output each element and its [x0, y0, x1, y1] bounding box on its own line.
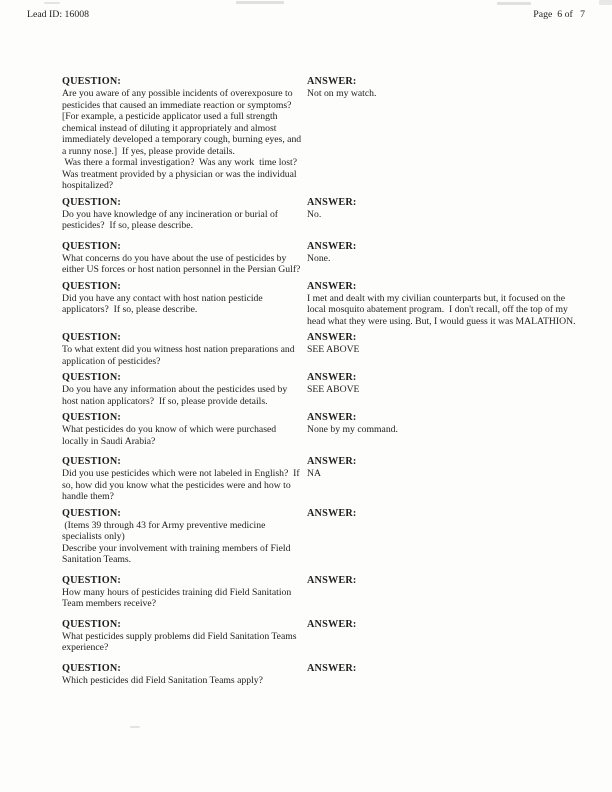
- question-column: [62, 241, 307, 276]
- qa-block-12: [62, 663, 583, 687]
- question-label: QUESTION:: [62, 412, 121, 423]
- answer-column: [307, 281, 583, 328]
- qa-block-6: [62, 372, 583, 407]
- scan-artifact: [236, 1, 284, 4]
- answer-column: [307, 332, 583, 367]
- question-text: What concerns do you have about the use of pesticides by either US forces or host nation personnel in the Persian Gulf?: [62, 252, 301, 275]
- scan-artifact: [130, 726, 140, 728]
- answer-label: ANSWER:: [307, 332, 357, 343]
- question-label: QUESTION:: [62, 574, 121, 586]
- answer-column: [307, 508, 583, 566]
- lead-id-label: Lead ID: 16008: [27, 9, 90, 20]
- answer-column: [307, 76, 583, 192]
- answer-column: [307, 372, 583, 407]
- answer-text: None by my command.: [307, 424, 398, 435]
- question-label: QUESTION:: [62, 240, 121, 252]
- answer-text: SEE ABOVE: [307, 344, 360, 355]
- question-column: [62, 663, 307, 687]
- answer-label: ANSWER:: [307, 456, 357, 467]
- answer-text: I met and dealt with my civilian counterparts but, it focused on the local mosquito abatement program. I don't recall, off the top of my head what they were using. But, I would guess it was MALATHION.: [307, 292, 576, 327]
- answer-column: [307, 663, 583, 687]
- question-label: QUESTION:: [62, 662, 121, 674]
- qa-content: [62, 71, 583, 686]
- question-label: QUESTION:: [62, 618, 121, 630]
- qa-block-2: [62, 197, 583, 232]
- answer-label: ANSWER:: [307, 662, 357, 674]
- question-text: Do you have knowledge of any incineration or burial of pesticides? If so, please describe.: [62, 208, 281, 231]
- question-label: QUESTION:: [62, 280, 121, 292]
- scan-artifact: [599, 0, 612, 5]
- question-label: QUESTION:: [62, 76, 121, 87]
- question-label: QUESTION:: [62, 372, 121, 383]
- question-text: To what extent did you witness host nation preparations and application of pesticides?: [62, 344, 298, 367]
- answer-column: [307, 412, 583, 447]
- qa-block-5: [62, 332, 583, 367]
- question-column: [62, 281, 307, 328]
- question-text: Are you aware of any possible incidents of overexposure to pesticides that caused an immediate reaction or symptoms? [For example, a pesticide applicator used a full strength chemical instead of diluting it appropriately and almost immediately developed a temporary cough, burning eyes, and a runny nose.] If yes, please provide details.: [62, 88, 304, 157]
- question-label: QUESTION:: [62, 196, 121, 208]
- answer-text: None.: [307, 252, 331, 264]
- question-column: [62, 332, 307, 367]
- scan-artifact: [44, 2, 60, 4]
- question-text: Do you have any information about the pesticides used by host nation applicators? If so, please provide details.: [62, 384, 290, 407]
- question-text: Was there a formal investigation? Was any work time lost? Was treatment provided by a physician or was the individual hospitalized?: [62, 157, 302, 191]
- question-text: What pesticides supply problems did Field Sanitation Teams experience?: [62, 630, 299, 653]
- question-column: [62, 197, 307, 232]
- answer-column: [307, 456, 583, 503]
- answer-text: Not on my watch.: [307, 88, 377, 99]
- question-text: (Items 39 through 43 for Army preventive medicine specialists only): [62, 519, 268, 542]
- question-column: [62, 412, 307, 447]
- answer-label: ANSWER:: [307, 280, 357, 292]
- question-text: How many hours of pesticides training did Field Sanitation Team members receive?: [62, 586, 294, 609]
- question-label: QUESTION:: [62, 507, 121, 519]
- question-label: QUESTION:: [62, 332, 121, 343]
- answer-column: [307, 241, 583, 276]
- qa-block-1: [62, 76, 583, 192]
- question-label: QUESTION:: [62, 456, 121, 467]
- answer-label: ANSWER:: [307, 196, 357, 208]
- answer-label: ANSWER:: [307, 240, 357, 252]
- answer-text: NA: [307, 468, 321, 479]
- question-column: [62, 619, 307, 654]
- answer-label: ANSWER:: [307, 412, 357, 423]
- answer-label: ANSWER:: [307, 372, 357, 383]
- scan-artifact: [497, 2, 531, 5]
- question-column: [62, 372, 307, 407]
- answer-label: ANSWER:: [307, 618, 357, 630]
- answer-text: SEE ABOVE: [307, 384, 360, 395]
- qa-block-9: [62, 508, 583, 566]
- qa-block-8: [62, 456, 583, 503]
- page-number-label: Page 6 of 7: [533, 9, 585, 20]
- question-text: Which pesticides did Field Sanitation Teams apply?: [62, 674, 263, 686]
- answer-label: ANSWER:: [307, 574, 357, 586]
- answer-column: [307, 575, 583, 610]
- question-text: Did you have any contact with host nation pesticide applicators? If so, please describe.: [62, 292, 266, 315]
- question-text: Describe your involvement with training members of Field Sanitation Teams.: [62, 542, 293, 565]
- question-column: [62, 508, 307, 566]
- answer-label: ANSWER:: [307, 76, 357, 87]
- answer-text: No.: [307, 208, 322, 220]
- answer-column: [307, 619, 583, 654]
- qa-block-3: [62, 241, 583, 276]
- question-text: What pesticides do you know of which were purchased locally in Saudi Arabia?: [62, 424, 279, 447]
- qa-block-7: [62, 412, 583, 447]
- qa-block-4: [62, 281, 583, 328]
- answer-label: ANSWER:: [307, 507, 357, 519]
- answer-column: [307, 197, 583, 232]
- qa-block-10: [62, 575, 583, 610]
- question-column: [62, 575, 307, 610]
- page-header: [27, 9, 585, 21]
- question-text: Did you use pesticides which were not labeled in English? If so, how did you know what the pesticides were and how to handle them?: [62, 468, 302, 502]
- question-column: [62, 456, 307, 503]
- qa-block-11: [62, 619, 583, 654]
- question-column: [62, 76, 307, 192]
